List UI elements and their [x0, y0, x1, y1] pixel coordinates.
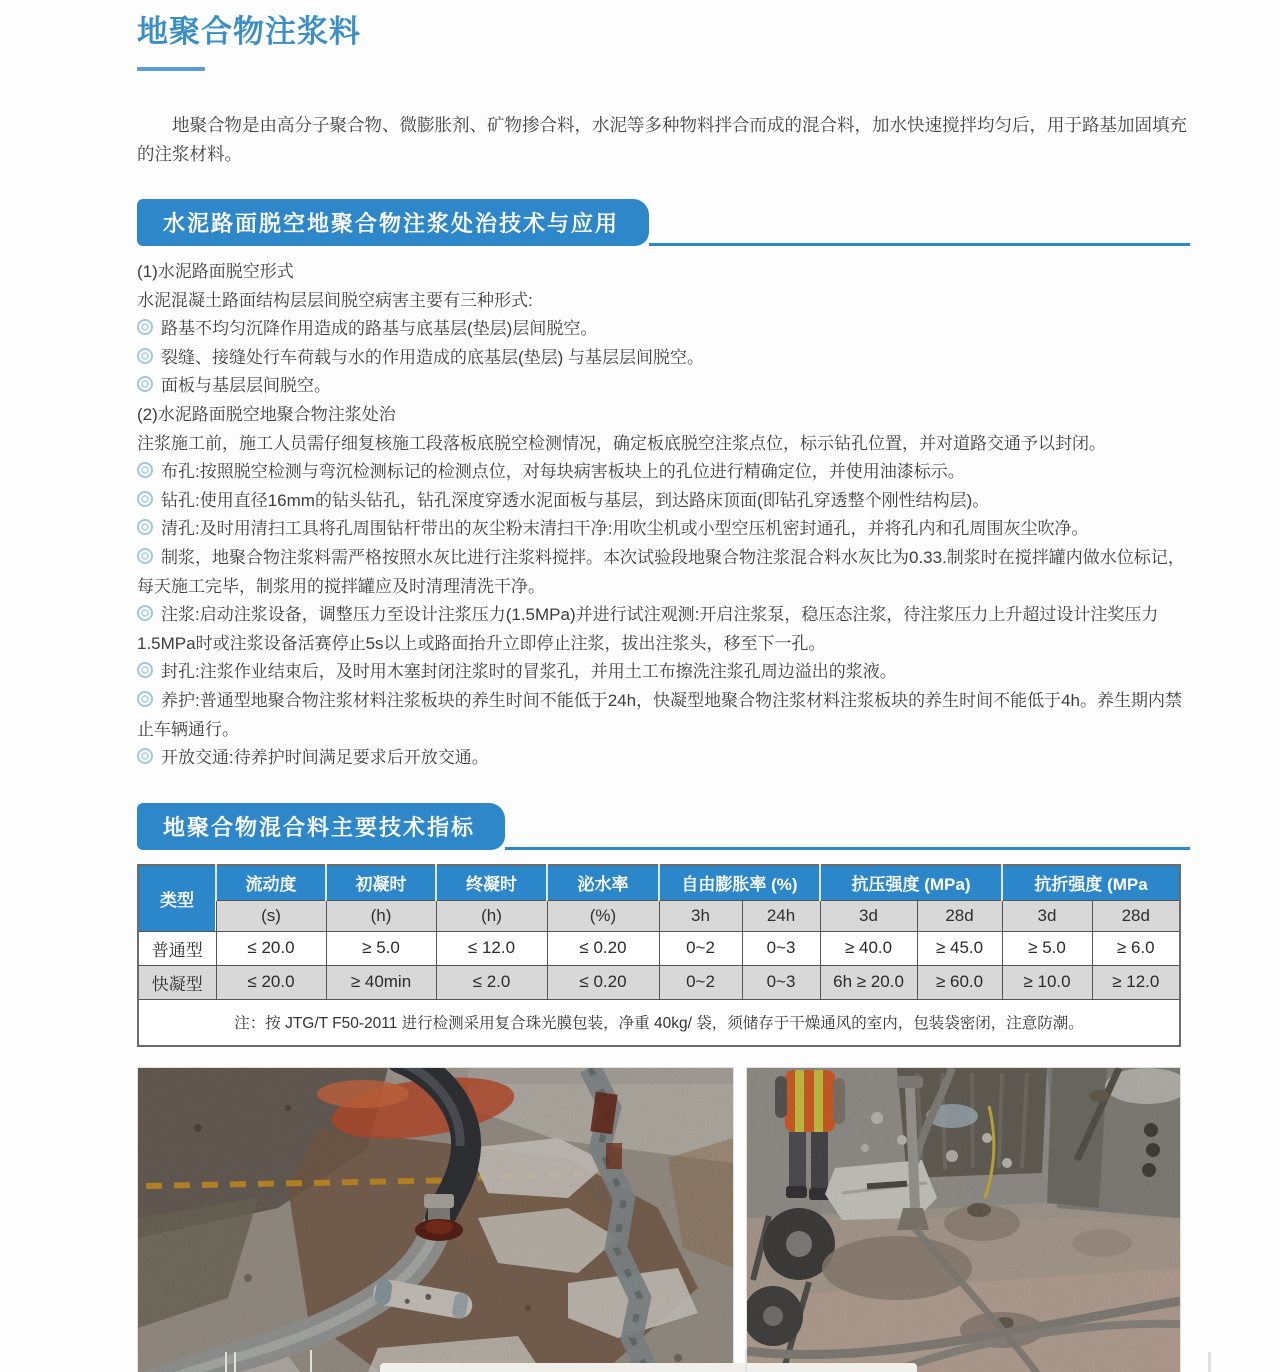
body-line — [137, 258, 1190, 287]
body-line — [137, 287, 1190, 316]
page-title: 地聚合物注浆料 — [137, 14, 361, 49]
table-row — [138, 965, 1180, 999]
table-cell: ≤ 20.0 — [216, 965, 326, 999]
table-note-row — [138, 999, 1180, 1046]
ring-bullet-icon — [137, 376, 153, 392]
table-row-header: 快凝型 — [138, 965, 216, 999]
body-line-text: 注浆:启动注浆设备，调整压力至设计注浆压力(1.5MPa)并进行试注观测:开启注浆泵，稳压态注浆，待注浆压力上升超过设计注奖压力1.5MPa时或注浆设备活赛停止5s以上或路面抬升立即停止注浆，拔出注浆头，移至下一孔。 — [137, 605, 1159, 653]
table-subheader: (%) — [547, 900, 659, 931]
ring-bullet-icon — [137, 519, 153, 535]
table-cell: 0~3 — [742, 965, 820, 999]
body-line-text: (2)水泥路面脱空地聚合物注浆处治 — [137, 404, 396, 424]
page-edge-mark — [234, 1352, 236, 1372]
table-corner-header: 类型 — [138, 865, 216, 932]
body-line-text: 清孔:及时用清扫工具将孔周围钻杆带出的灰尘粉末清扫干净:用吹尘机或小型空压机密封通孔，并将孔内和孔周围灰尘吹净。 — [161, 519, 1089, 539]
body-line-text: 注浆施工前，施工人员需仔细复核施工段落板底脱空检测情况，确定板底脱空注浆点位，标示钻孔位置，并对道路交通予以封闭。 — [137, 433, 1106, 453]
body-line-text: 制浆，地聚合物注浆料需严格按照水灰比进行注浆料搅拌。本次试验段地聚合物注浆混合料水灰比为0.33.制浆时在搅拌罐内做水位标记，每天施工完毕，制浆用的搅拌罐应及时清理清洗干净。 — [137, 547, 1185, 596]
body-line — [137, 315, 1190, 344]
table-subheader: 3d — [1002, 900, 1092, 931]
section1-banner-row — [137, 199, 1190, 246]
ring-bullet-icon — [137, 605, 153, 621]
banner-underline — [505, 847, 1190, 850]
grouting-hose-photo-graphic — [138, 1068, 733, 1372]
body-line — [137, 344, 1190, 373]
ring-bullet-icon — [137, 462, 153, 478]
table-subheader: 28d — [917, 900, 1002, 931]
title-underline — [137, 67, 205, 71]
ring-bullet-icon — [137, 491, 153, 507]
page-edge-mark — [310, 1350, 312, 1372]
spec-table — [137, 864, 1181, 1047]
body-line — [137, 744, 1190, 773]
body-line-text: (1)水泥路面脱空形式 — [137, 262, 294, 281]
table-cell: ≤ 0.20 — [547, 931, 659, 965]
ring-bullet-icon — [137, 691, 153, 707]
table-subheader: 3h — [659, 900, 742, 931]
table-subheader: 24h — [742, 900, 820, 931]
ring-bullet-icon — [137, 662, 153, 678]
grouting-worksite-photo-graphic — [747, 1068, 1180, 1372]
table-col-header: 泌水率 — [547, 865, 659, 901]
table-row — [138, 931, 1180, 965]
table-cell: ≥ 60.0 — [917, 965, 1002, 999]
table-subheader: 3d — [820, 900, 917, 931]
table-cell: ≥ 10.0 — [1002, 965, 1092, 999]
body-line-text: 开放交通:待养护时间满足要求后开放交通。 — [161, 748, 489, 768]
body-line — [137, 658, 1190, 687]
grouting-hose-photo — [137, 1067, 734, 1372]
body-line-text: 布孔:按照脱空检测与弯沉检测标记的检测点位，对每块病害板块上的孔位进行精确定位，并使用油漆标示。 — [161, 462, 965, 482]
table-cell: ≥ 40min — [326, 965, 436, 999]
ring-bullet-icon — [137, 548, 153, 564]
ring-bullet-icon — [137, 748, 153, 764]
table-subheader: (h) — [436, 900, 547, 931]
body-line — [137, 687, 1190, 744]
table-subheader: (h) — [326, 900, 436, 931]
banner-underline — [649, 243, 1190, 246]
table-cell: ≥ 5.0 — [326, 931, 436, 965]
next-page-band — [380, 1363, 917, 1372]
table-subheader: 28d — [1092, 900, 1180, 931]
table-subheader: (s) — [216, 900, 326, 931]
table-col-header: 抗压强度 (MPa) — [820, 865, 1002, 901]
body-line — [137, 372, 1190, 401]
section1-body — [137, 258, 1190, 773]
table-col-header: 初凝时 — [326, 865, 436, 901]
table-cell: ≥ 6.0 — [1092, 931, 1180, 965]
page-edge-mark — [225, 1352, 227, 1372]
photo-row — [137, 1067, 1190, 1372]
body-line-text: 钻孔:使用直径16mm的钻头钻孔，钻孔深度穿透水泥面板与基层，到达路床顶面(即钻孔穿透整个刚性结构层)。 — [161, 490, 990, 510]
body-line-text: 路基不均匀沉降作用造成的路基与底基层(垫层)层间脱空。 — [161, 319, 598, 339]
page-edge-mark — [1208, 1352, 1211, 1372]
table-cell: ≤ 2.0 — [436, 965, 547, 999]
page-edge-mark — [745, 1350, 747, 1372]
table-cell: ≤ 0.20 — [547, 965, 659, 999]
table-col-header: 流动度 — [216, 865, 326, 901]
table-col-header: 终凝时 — [436, 865, 547, 901]
table-col-header: 抗折强度 (MPa — [1002, 865, 1180, 901]
table-note: 注：按 JTG/T F50-2011 进行检测采用复合珠光膜包装，净重 40kg/ 袋，须储存于干燥通风的室内，包装袋密闭，注意防潮。 — [138, 999, 1180, 1046]
section2-banner-row — [137, 803, 1190, 850]
ring-bullet-icon — [137, 348, 153, 364]
table-cell: ≥ 40.0 — [820, 931, 917, 965]
intro-paragraph: 地聚合物是由高分子聚合物、微膨胀剂、矿物掺合料，水泥等多种物料拌合而成的混合料，加水快速搅拌均匀后，用于路基加固填充的注浆材料。 — [137, 115, 1187, 164]
table-cell: 0~3 — [742, 931, 820, 965]
body-line — [137, 515, 1190, 544]
table-cell: 0~2 — [659, 931, 742, 965]
table-cell: ≥ 5.0 — [1002, 931, 1092, 965]
table-cell: ≤ 12.0 — [436, 931, 547, 965]
body-line — [137, 544, 1190, 601]
table-cell: 6h ≥ 20.0 — [820, 965, 917, 999]
body-line — [137, 401, 1190, 430]
body-line — [137, 601, 1190, 658]
table-row-header: 普通型 — [138, 931, 216, 965]
ring-bullet-icon — [137, 319, 153, 335]
body-line-text: 水泥混凝土路面结构层层间脱空病害主要有三种形式: — [137, 290, 533, 310]
body-line — [137, 430, 1190, 459]
body-line — [137, 487, 1190, 516]
table-cell: ≥ 45.0 — [917, 931, 1002, 965]
table-subheader-row — [138, 900, 1180, 931]
grouting-worksite-photo — [746, 1067, 1181, 1372]
table-cell: 0~2 — [659, 965, 742, 999]
body-line — [137, 458, 1190, 487]
section1-banner: 水泥路面脱空地聚合物注浆处治技术与应用 — [137, 199, 649, 246]
section2-banner: 地聚合物混合料主要技术指标 — [137, 803, 505, 850]
table-cell: ≥ 12.0 — [1092, 965, 1180, 999]
table-cell: ≤ 20.0 — [216, 931, 326, 965]
table-col-header: 自由膨胀率 (%) — [659, 865, 820, 901]
body-line-text: 封孔:注浆作业结束后，及时用木塞封闭注浆时的冒浆孔，并用土工布擦洗注浆孔周边溢出的浆液。 — [161, 662, 897, 682]
body-line-text: 裂缝、接缝处行车荷载与水的作用造成的底基层(垫层) 与基层层间脱空。 — [161, 347, 705, 367]
body-line-text: 养护:普通型地聚合物注浆材料注浆板块的养生时间不能低于24h，快凝型地聚合物注浆材料注浆板块的养生时间不能低于4h。养生期内禁止车辆通行。 — [137, 690, 1182, 739]
table-header-row — [138, 865, 1180, 901]
body-line-text: 面板与基层层间脱空。 — [161, 376, 331, 396]
